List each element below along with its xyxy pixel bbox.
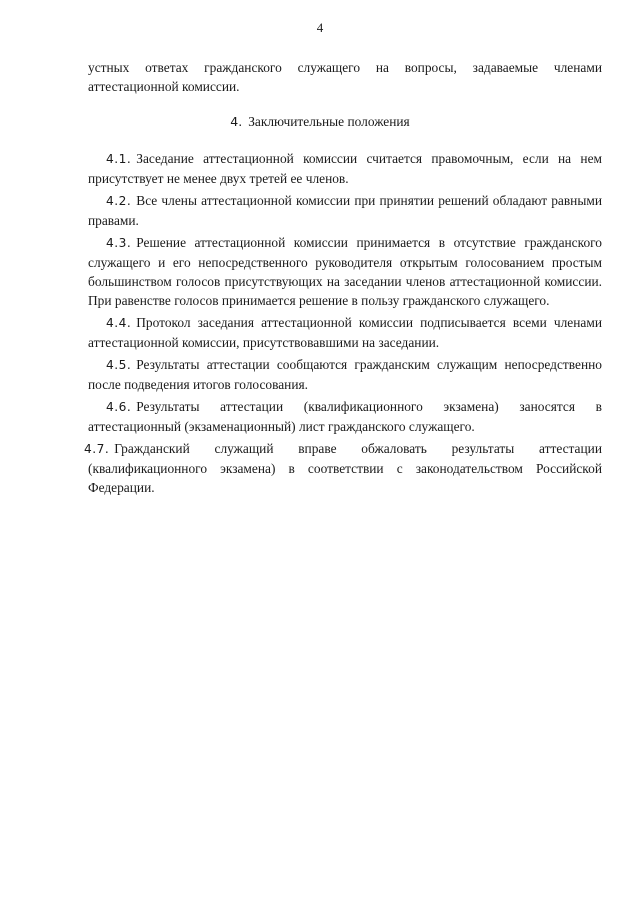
item-number: 4.5. xyxy=(106,358,132,372)
list-item xyxy=(88,149,602,188)
items-list xyxy=(84,149,602,500)
item-text: Протокол заседания аттестационной комиссии подписывается всеми членами аттестационной комиссии, присутствовавшими на заседании. xyxy=(88,315,602,350)
list-item xyxy=(88,191,602,230)
item-number: 4.3. xyxy=(106,236,132,250)
list-item xyxy=(88,233,602,310)
list-item xyxy=(88,313,602,352)
section-heading xyxy=(0,114,640,130)
item-number: 4.7. xyxy=(84,442,110,456)
item-number: 4.4. xyxy=(106,316,132,330)
list-item xyxy=(88,355,602,394)
section-number: 4. xyxy=(230,114,243,129)
section-title: Заключительные положения xyxy=(248,114,410,129)
list-item xyxy=(84,439,602,497)
item-text: Все члены аттестационной комиссии при принятии решений обладают равными правами. xyxy=(88,193,602,228)
item-number: 4.1. xyxy=(106,152,132,166)
list-item xyxy=(88,397,602,436)
item-text: Результаты аттестации (квалификационного экзамена) заносятся в аттестационный (экзаменационный) лист гражданского служащего. xyxy=(88,399,602,434)
item-number: 4.6. xyxy=(106,400,132,414)
intro-paragraph: устных ответах гражданского служащего на вопросы, задаваемые членами аттестационной комиссии. xyxy=(88,60,602,94)
item-text: Заседание аттестационной комиссии считается правомочным, если на нем присутствует не менее двух третей ее членов. xyxy=(88,151,602,186)
item-text: Результаты аттестации сообщаются гражданским служащим непосредственно после подведения итогов голосования. xyxy=(88,357,602,392)
item-text: Гражданский служащий вправе обжаловать результаты аттестации (квалификационного экзамена) в соответствии с законодательством Российской Федерации. xyxy=(88,441,602,495)
item-text: Решение аттестационной комиссии принимается в отсутствие гражданского служащего и его непосредственного руководителя открытым голосованием простым большинством голосов присутствующих на заседании членов аттестационной комиссии. При равенстве голосов принимается решение в пользу гражданского служащего. xyxy=(88,235,602,308)
item-number: 4.2. xyxy=(106,194,132,208)
page-number: 4 xyxy=(316,20,324,35)
